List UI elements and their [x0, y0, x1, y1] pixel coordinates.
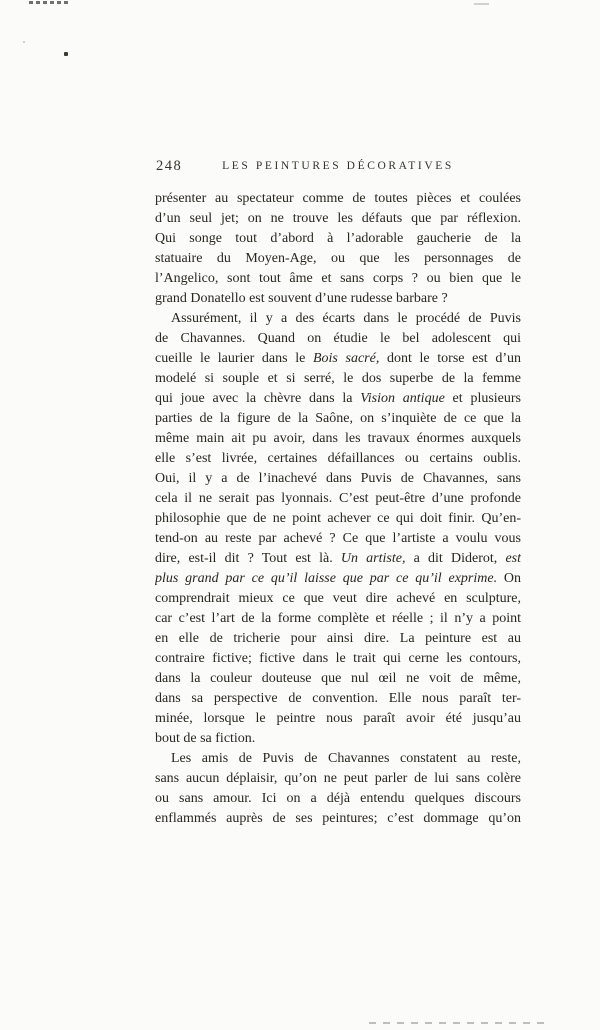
text-line: de Chavannes. Quand on étudie le bel adolescent qui [155, 331, 521, 346]
text-line: elle s’est livrée, certaines défaillances ou certains oublis. [155, 451, 521, 466]
text-line: car c’est l’art de la forme complète et réelle ; il n’y a point [155, 611, 521, 626]
text-line: en elle de tricherie pour ainsi dire. La peinture est au [155, 631, 521, 646]
text-line: dire, est-il dit ? Tout est là. Un artiste, a dit Diderot, est [155, 551, 521, 566]
text-line: plus grand par ce qu’il laisse que par ce qu’il exprime. On [155, 571, 521, 586]
text-line: qui joue avec la chèvre dans la Vision antique et plusieurs [155, 391, 521, 406]
text-line: minée, lorsque le peintre nous paraît avoir été jusqu’au [155, 711, 521, 726]
text-line: parties de la figure de la Saône, on s’inquiète de ce que la [155, 411, 521, 426]
scan-artifact-bottom-dashes [369, 1022, 547, 1024]
text-line: ou sans amour. Ici on a déjà entendu quelques discours [155, 791, 521, 806]
scan-artifact-speck [23, 41, 25, 43]
running-title: LES PEINTURES DÉCORATIVES [222, 160, 454, 172]
text-line: d’un seul jet; on ne trouve les défauts que par réflexion. [155, 211, 521, 226]
text-line: grand Donatello est souvent d’une rudesse barbare ? [155, 291, 448, 306]
page-content [155, 158, 521, 829]
text-line: Les amis de Puvis de Chavannes constatent au reste, [171, 751, 521, 766]
text-line: Oui, il y a de l’inachevé dans Puvis de Chavannes, sans [155, 471, 521, 486]
text-line: présenter au spectateur comme de toutes pièces et coulées [155, 191, 521, 206]
text-line: bout de sa fiction. [155, 731, 256, 746]
text-line: Assurément, il y a des écarts dans le procédé de Puvis [171, 311, 521, 326]
text-line: dans la couleur douteuse que nul œil ne voit de même, [155, 671, 521, 686]
text-line: même main ait pu avoir, dans les travaux énormes auxquels [155, 431, 521, 446]
scan-artifact-ink-dot [64, 52, 68, 56]
text-line: enflammés auprès de ses peintures; c’est dommage qu’on [155, 811, 521, 826]
text-line: sans aucun déplaisir, qu’on ne peut parler de lui sans colère [155, 771, 521, 786]
text-line: comprendrait mieux ce que veut dire achevé en sculpture, [155, 591, 521, 606]
text-line: Qui songe tout d’abord à l’adorable gaucherie de la [155, 231, 521, 246]
text-line: statuaire du Moyen-Age, ou que les personnages de [155, 251, 521, 266]
text-block [155, 189, 521, 829]
text-line: philosophie que de ne point achever ce qui doit finir. Qu’en- [155, 511, 521, 526]
text-line: tend-on au reste par achevé ? Ce que l’artiste a voulu vous [155, 531, 521, 546]
text-line: cela il ne serait pas lyonnais. C’est peut-être d’une profonde [155, 491, 521, 506]
text-line: dans sa perspective de convention. Elle nous paraît ter- [155, 691, 521, 706]
text-line: cueille le laurier dans le Bois sacré, dont le torse est d’un [155, 351, 521, 366]
text-line: l’Angelico, sont tout âme et sans corps ? ou bien que le [155, 271, 521, 286]
page-number: 248 [156, 158, 183, 174]
text-line: contraire fictive; fictive dans le trait qui cerne les contours, [155, 651, 521, 666]
running-header [155, 158, 521, 175]
scan-artifact-top-dashes [29, 1, 69, 4]
text-line: modelé si souple et si serré, le dos superbe de la femme [155, 371, 521, 386]
scan-artifact-top-right-dash [474, 3, 489, 5]
